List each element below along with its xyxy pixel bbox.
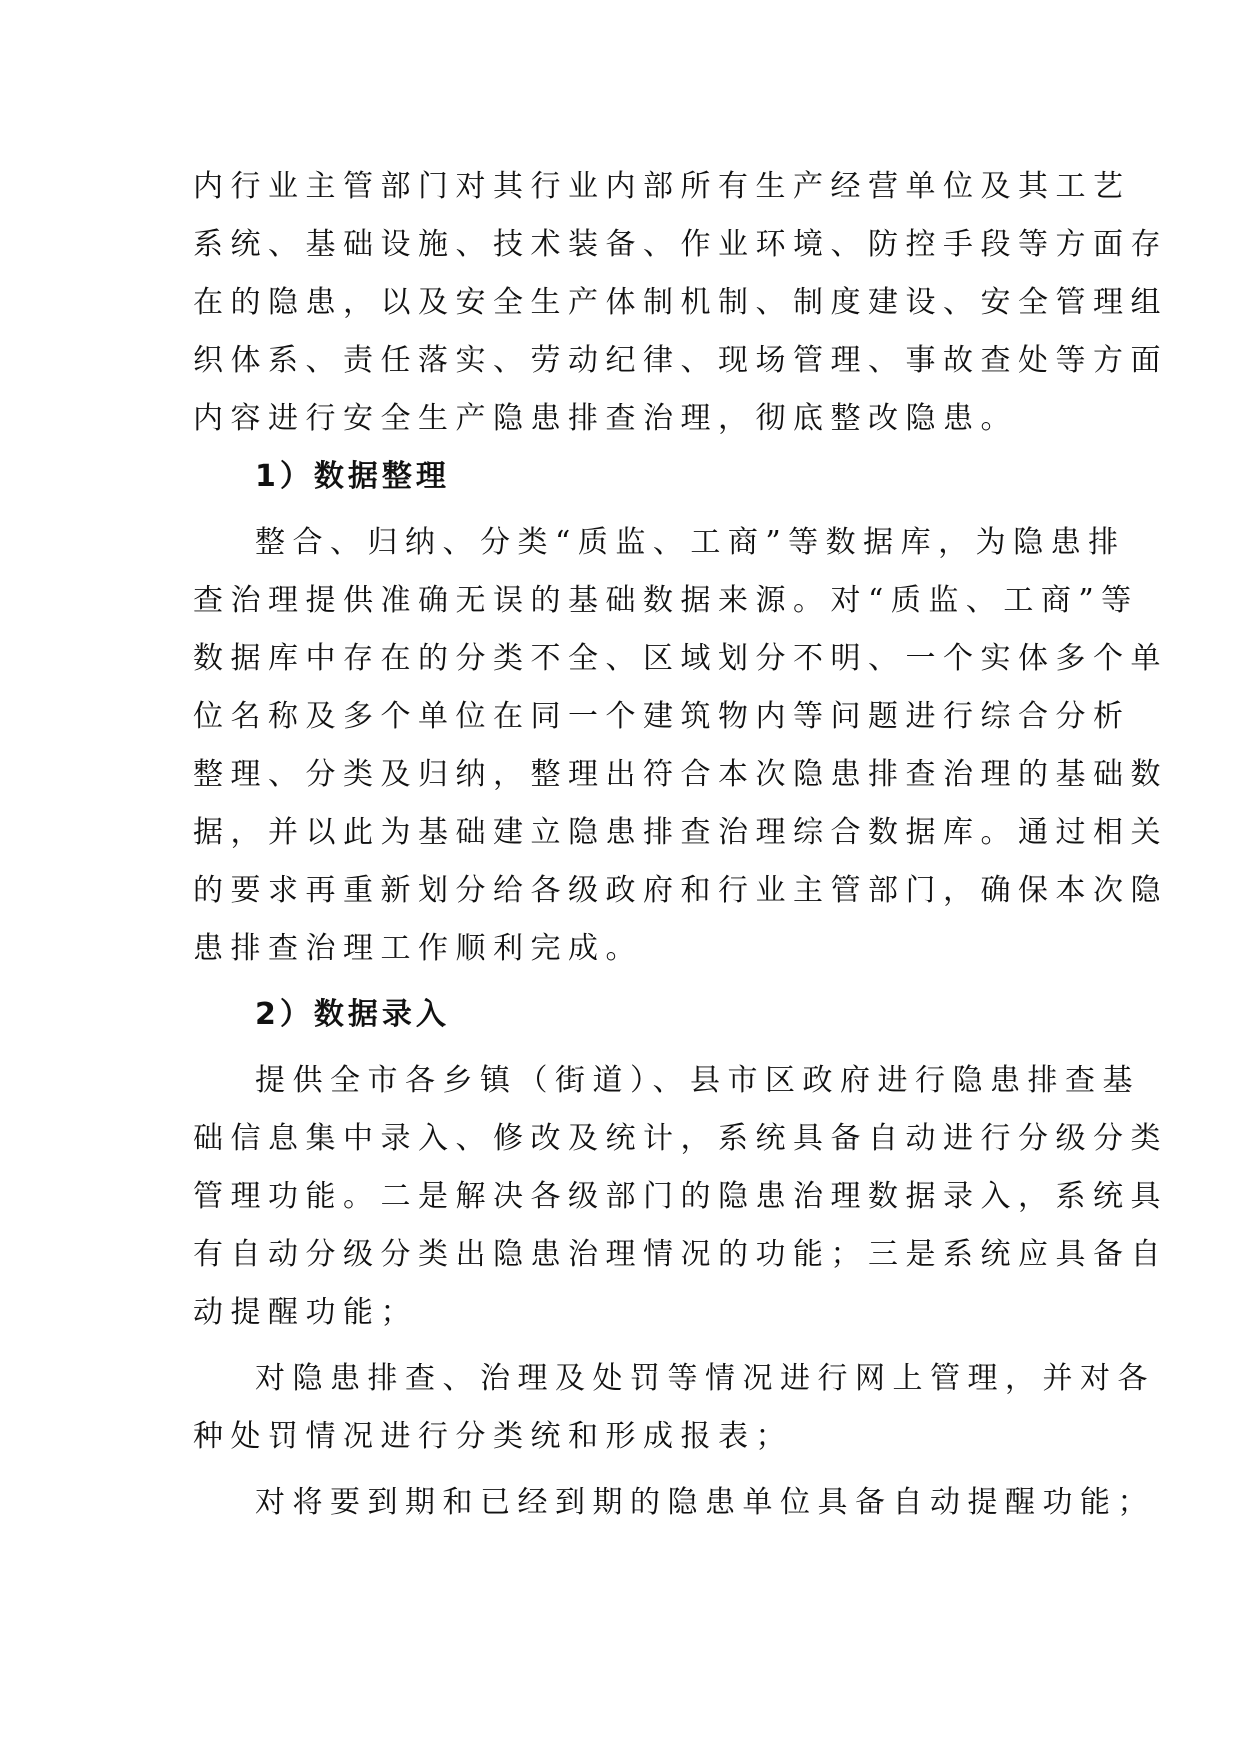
text-line: 的要求再重新划分给各级政府和行业主管部门，确保本次隐 xyxy=(193,873,1168,908)
text-line: 有自动分级分类出隐患治理情况的功能；三是系统应具备自 xyxy=(193,1237,1168,1272)
text-line: 在的隐患，以及安全生产体制机制、制度建设、安全管理组 xyxy=(193,285,1168,320)
text-line: 整理、分类及归纳，整理出符合本次隐患排查治理的基础数 xyxy=(193,757,1168,792)
text-line: 据，并以此为基础建立隐患排查治理综合数据库。通过相关 xyxy=(193,815,1168,850)
paragraph-expiry-reminder xyxy=(193,1474,1155,1532)
text-line: 管理功能。二是解决各级部门的隐患治理数据录入，系统具 xyxy=(193,1179,1168,1214)
paragraph-online-management xyxy=(193,1350,1155,1466)
paragraph-data-entry xyxy=(193,1052,1168,1342)
document-body xyxy=(193,158,1168,1532)
text-line: 种处罚情况进行分类统和形成报表； xyxy=(193,1419,793,1454)
text-line: 对将要到期和已经到期的隐患单位具备自动提醒功能； xyxy=(255,1485,1155,1520)
text-line: 系统、基础设施、技术装备、作业环境、防控手段等方面存 xyxy=(193,227,1168,262)
section-heading-data-entry: 2）数据录入 xyxy=(255,997,450,1032)
text-line: 动提醒功能； xyxy=(193,1295,418,1330)
text-line: 位名称及多个单位在同一个建筑物内等问题进行综合分析 xyxy=(193,699,1131,734)
text-line: 数据库中存在的分类不全、区域划分不明、一个实体多个单 xyxy=(193,641,1168,676)
text-line: 整合、归纳、分类“质监、工商”等数据库，为隐患排 xyxy=(255,525,1126,560)
section-heading-data-organization: 1）数据整理 xyxy=(255,459,450,494)
paragraph-data-organization xyxy=(193,514,1168,978)
text-line: 患排查治理工作顺利完成。 xyxy=(193,931,643,966)
text-line: 织体系、责任落实、劳动纪律、现场管理、事故查处等方面 xyxy=(193,343,1168,378)
paragraph-intro xyxy=(193,158,1168,448)
text-line: 查治理提供准确无误的基础数据来源。对“质监、工商”等 xyxy=(193,583,1139,618)
text-line: 提供全市各乡镇（街道）、县市区政府进行隐患排查基 xyxy=(255,1063,1140,1098)
text-line: 内容进行安全生产隐患排查治理，彻底整改隐患。 xyxy=(193,401,1018,436)
text-line: 对隐患排查、治理及处罚等情况进行网上管理，并对各 xyxy=(255,1361,1155,1396)
text-line: 础信息集中录入、修改及统计，系统具备自动进行分级分类 xyxy=(193,1121,1168,1156)
text-line: 内行业主管部门对其行业内部所有生产经营单位及其工艺 xyxy=(193,169,1131,204)
